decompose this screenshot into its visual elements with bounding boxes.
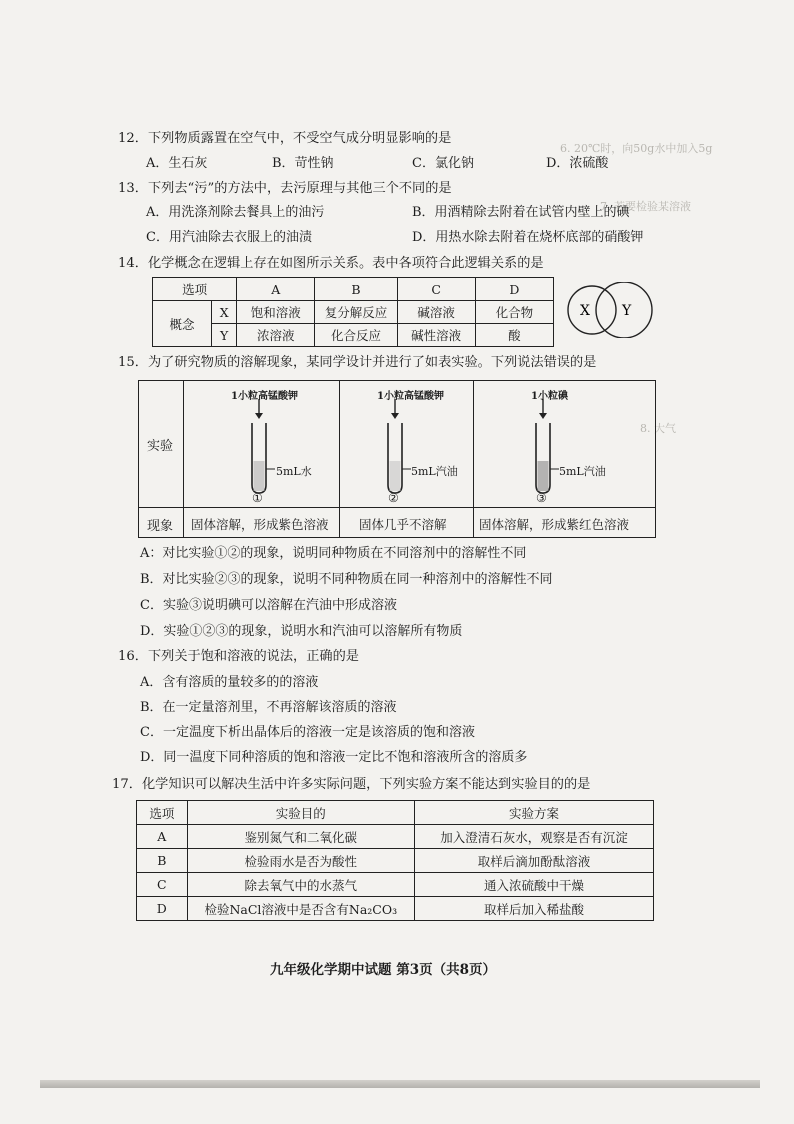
question-16-stem: 16．下列关于饱和溶液的说法，正确的是 [118,649,359,664]
q17-c-purpose: 除去氧气中的水蒸气 [187,873,414,897]
q17-b-purpose: 检验雨水是否为酸性 [187,849,414,873]
q13-option-b: B．用酒精除去附着在试管内壁上的碘 [412,205,630,220]
divider [183,381,184,537]
tube-3-number: ③ [536,491,547,505]
q14-y-label: Y [212,324,237,347]
table-row [137,873,654,897]
q12-option-a: A．生石灰 [146,156,208,171]
q17-d-plan: 取样后加入稀盐酸 [414,897,653,921]
phenomenon-2: 固体几乎不溶解 [359,517,447,532]
q17-header-purpose: 实验目的 [187,801,414,825]
tube-1-reagent: 1小粒高锰酸钾 [231,391,298,402]
bleed-through-text: 6. 20℃时，向50g水中加入5g [560,142,713,155]
table-row [137,825,654,849]
q15-experiment-table [138,380,656,538]
q17-b-plan: 取样后滴加酚酞溶液 [414,849,653,873]
q14-header-option: 选项 [153,278,237,301]
q13-option-a: A．用洗涤剂除去餐具上的油污 [146,205,325,220]
q13-option-c: C．用汽油除去衣服上的油渍 [146,230,312,245]
q15-experiment-label: 实验 [147,439,174,454]
q17-table [136,800,654,921]
q15-phenomenon-label: 现象 [147,519,174,534]
q14-header-a: A [237,278,315,301]
q15-option-c: C．实验③说明碘可以溶解在汽油中形成溶液 [140,598,397,613]
table-row [137,897,654,921]
q16-option-a: A．含有溶质的量较多的的溶液 [140,675,319,690]
q17-d-purpose: 检验NaCl溶液中是否含有Na₂CO₃ [187,897,414,921]
q14-y-d: 酸 [475,324,553,347]
q17-a-purpose: 鉴别氮气和二氧化碳 [187,825,414,849]
q14-y-b: 化合反应 [315,324,397,347]
q14-x-d: 化合物 [475,301,553,324]
divider [139,507,655,508]
q17-c-option: C [137,873,188,897]
q17-header-plan: 实验方案 [414,801,653,825]
q16-option-b: B．在一定量溶剂里，不再溶解该溶质的溶液 [140,700,397,715]
q14-x-c: 碱溶液 [397,301,475,324]
q14-y-c: 碱性溶液 [397,324,475,347]
bleed-through-text: 8. 大气 [640,422,676,435]
table-row [137,849,654,873]
venn-label-y: Y [622,303,632,319]
q12-option-c: C．氯化钠 [412,156,474,171]
q14-x-b: 复分解反应 [315,301,397,324]
venn-label-x: X [580,303,590,319]
question-13-stem: 13．下列去“污”的方法中，去污原理与其他三个不同的是 [118,181,452,196]
q14-header-b: B [315,278,397,301]
tube-1-number: ① [252,491,263,505]
tube-2-liquid: 5mL汽油 [411,465,458,478]
q17-c-plan: 通入浓硫酸中干燥 [414,873,653,897]
q17-header-option: 选项 [137,801,188,825]
q14-table [152,277,554,347]
q14-header-d: D [475,278,553,301]
tube-3-liquid: 5mL汽油 [559,465,606,478]
question-15-stem: 15．为了研究物质的溶解现象，某同学设计并进行了如表实验。下列说法错误的是 [118,355,597,370]
scan-edge [40,1080,760,1088]
q17-a-option: A [137,825,188,849]
q16-option-d: D．同一温度下同种溶质的饱和溶液一定比不饱和溶液所含的溶质多 [140,750,528,765]
q15-option-b: B．对比实验②③的现象，说明不同种物质在同一种溶剂中的溶解性不同 [140,572,553,587]
bleed-through-text: 7. 若要检验某溶液 [600,200,691,213]
q12-option-b: B．苛性钠 [272,156,334,171]
tube-2-number: ② [388,491,399,505]
question-14-stem: 14．化学概念在逻辑上存在如图所示关系。表中各项符合此逻辑关系的是 [118,256,544,271]
divider [339,381,340,537]
venn-diagram [562,282,662,338]
q17-b-option: B [137,849,188,873]
question-17-stem: 17．化学知识可以解决生活中许多实际问题，下列实验方案不能达到实验目的的是 [112,777,591,792]
q15-option-d: D．实验①②③的现象，说明水和汽油可以溶解所有物质 [140,624,463,639]
test-tube-2 [375,399,465,503]
phenomenon-3: 固体溶解，形成紫红色溶液 [479,517,630,532]
q17-d-option: D [137,897,188,921]
q14-row-label: 概念 [153,301,212,347]
q15-option-a: A：对比实验①②的现象，说明同种物质在不同溶剂中的溶解性不同 [140,546,527,561]
q12-option-d: D．浓硫酸 [546,156,609,171]
q16-option-c: C．一定温度下析出晶体后的溶液一定是该溶质的饱和溶液 [140,725,475,740]
tube-2-reagent: 1小粒高锰酸钾 [377,391,444,402]
q14-x-label: X [212,301,237,324]
tube-1-liquid: 5mL水 [276,465,312,478]
q14-y-a: 浓溶液 [237,324,315,347]
test-tube-3 [523,399,613,503]
phenomenon-1: 固体溶解，形成紫色溶液 [191,517,329,532]
divider [473,381,474,537]
question-12-stem: 12．下列物质露置在空气中，不受空气成分明显影响的是 [118,131,452,146]
tube-3-reagent: 1小粒碘 [531,391,568,402]
page-footer: 九年级化学期中试题 第3页（共8页） [270,962,496,978]
q14-x-a: 饱和溶液 [237,301,315,324]
test-tube-1 [239,399,329,503]
venn-circle-x [568,286,616,334]
q13-option-d: D．用热水除去附着在烧杯底部的硝酸钾 [412,230,644,245]
q14-header-c: C [397,278,475,301]
q17-a-plan: 加入澄清石灰水，观察是否有沉淀 [414,825,653,849]
